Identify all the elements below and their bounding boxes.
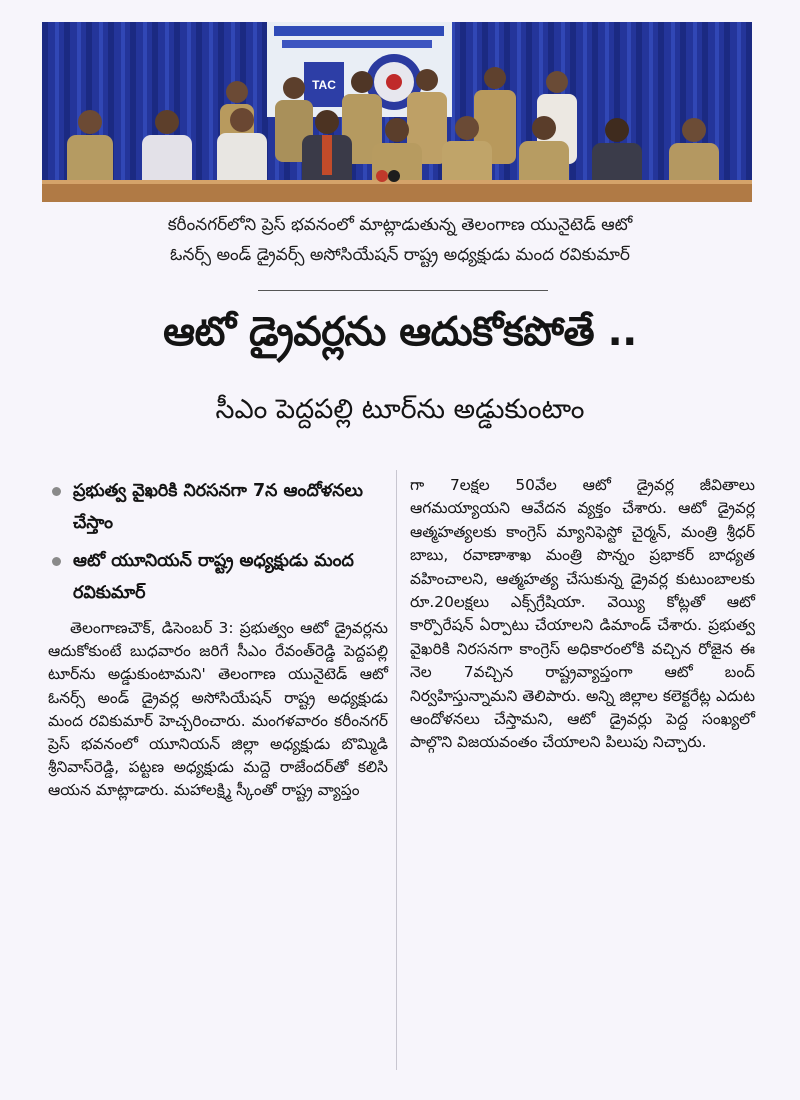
article-body-right: గా 7లక్షల 50వేల ఆటో డ్రైవర్ల జీవితాలు ఆగమయ్యాయని ఆవేదన వ్యక్తం చేశారు. ఆటో డ్రైవర్ల ఆత్మహత్యలకు కాంగ్రెస్ మ్యానిఫెస్టో చైర్మన్, మంత్రి శ్రీధర్ బాబు, రవాణాశాఖ మంత్రి పొన్నం ప్రభాకర్ బాధ్యత వహించాలని, ఆత్మహత్య చేసుకున్న డ్రైవర్ల కుటుంబాలకు రూ.20లక్షలు ఎక్స్‌గ్రేషియా. వెయ్యి కోట్లతో ఆటో కార్పొరేషన్ ఏర్పాటు చేయాలని డిమాండ్ చేశారు. ప్రభుత్వ వైఖరికి నిరసనగా కాంగ్రెస్ అధికారంలోకి వచ్చిన రోజైన ఈ నెల 7వచ్చిన రాష్ట్రవ్యాప్తంగా ఆటో బంద్ నిర్వహిస్తున్నామని తెలిపారు. అన్ని జిల్లాల కలెక్టరేట్ల ఎదుట ఆందోళనలు చేస్తామని, ఆటో డ్రైవర్లు పెద్ద సంఖ్యలో పాల్గొని విజయవంతం చేయాలని పిలుపు నిచ్చారు. — [410, 476, 755, 752]
article-body-left: తెలంగాణచౌక్, డిసెంబర్ 3: ప్రభుత్వం ఆటో డ్రైవర్లను ఆదుకోకుంటే బుధవారం జరిగే సీఎం రేవంత్‌రెడ్డి పెద్దపల్లి టూర్‌ను అడ్డుకుంటామని' తెలంగాణ యునైటెడ్ ఆటో ఓనర్స్ అండ్ డ్రైవర్ల అసోసియేషన్ రాష్ట్ర అధ్యక్షుడు మంద రవికుమార్ హెచ్చరించారు. మంగళవారం కరీంనగర్ ప్రెస్ భవనంలో యూనియన్ జిల్లా అధ్యక్షుడు బొమ్మిడి శ్రీనివాస్‌రెడ్డి, పట్టణ అధ్యక్షుడు మద్దె రాజేందర్‌తో కలిసి ఆయన మాట్లాడారు. మహాలక్ష్మి స్కీంతో రాష్ట్ర వ్యాప్తం — [48, 619, 388, 800]
caption-line-2: ఓనర్స్ అండ్ డ్రైవర్స్ అసోసియేషన్ రాష్ట్ర అధ్యక్షుడు మంద రవికుమార్ — [170, 245, 630, 265]
caption-divider — [258, 290, 548, 291]
bullet-dot-icon — [52, 557, 61, 566]
left-column — [48, 475, 388, 803]
bullet-text: ప్రభుత్వ వైఖరికి నిరసనగా 7న ఆందోళనలు చేస్తాం — [73, 481, 363, 533]
bullet-item — [48, 545, 388, 609]
caption-line-1: కరీంనగర్‌లోని ప్రెస్ భవనంలో మాట్లాడుతున్న తెలంగాణ యునైటెడ్ ఆటో — [167, 215, 633, 235]
bullet-item — [48, 475, 388, 539]
press-meet-photo — [42, 22, 752, 202]
right-column — [410, 474, 755, 755]
bullet-text: ఆటో యూనియన్ రాష్ట్ర అధ్యక్షుడు మంద రవికుమార్ — [73, 551, 354, 603]
bullet-dot-icon — [52, 487, 61, 496]
headline: ఆటో డ్రైవర్లను ఆదుకోకపోతే .. — [163, 309, 637, 355]
photo-caption — [50, 210, 750, 270]
column-divider — [396, 470, 397, 1070]
svg-text:TAC: TAC — [312, 78, 336, 92]
subheadline: సీఎం పెద్దపల్లి టూర్‌ను అడ్డుకుంటాం — [215, 394, 585, 425]
